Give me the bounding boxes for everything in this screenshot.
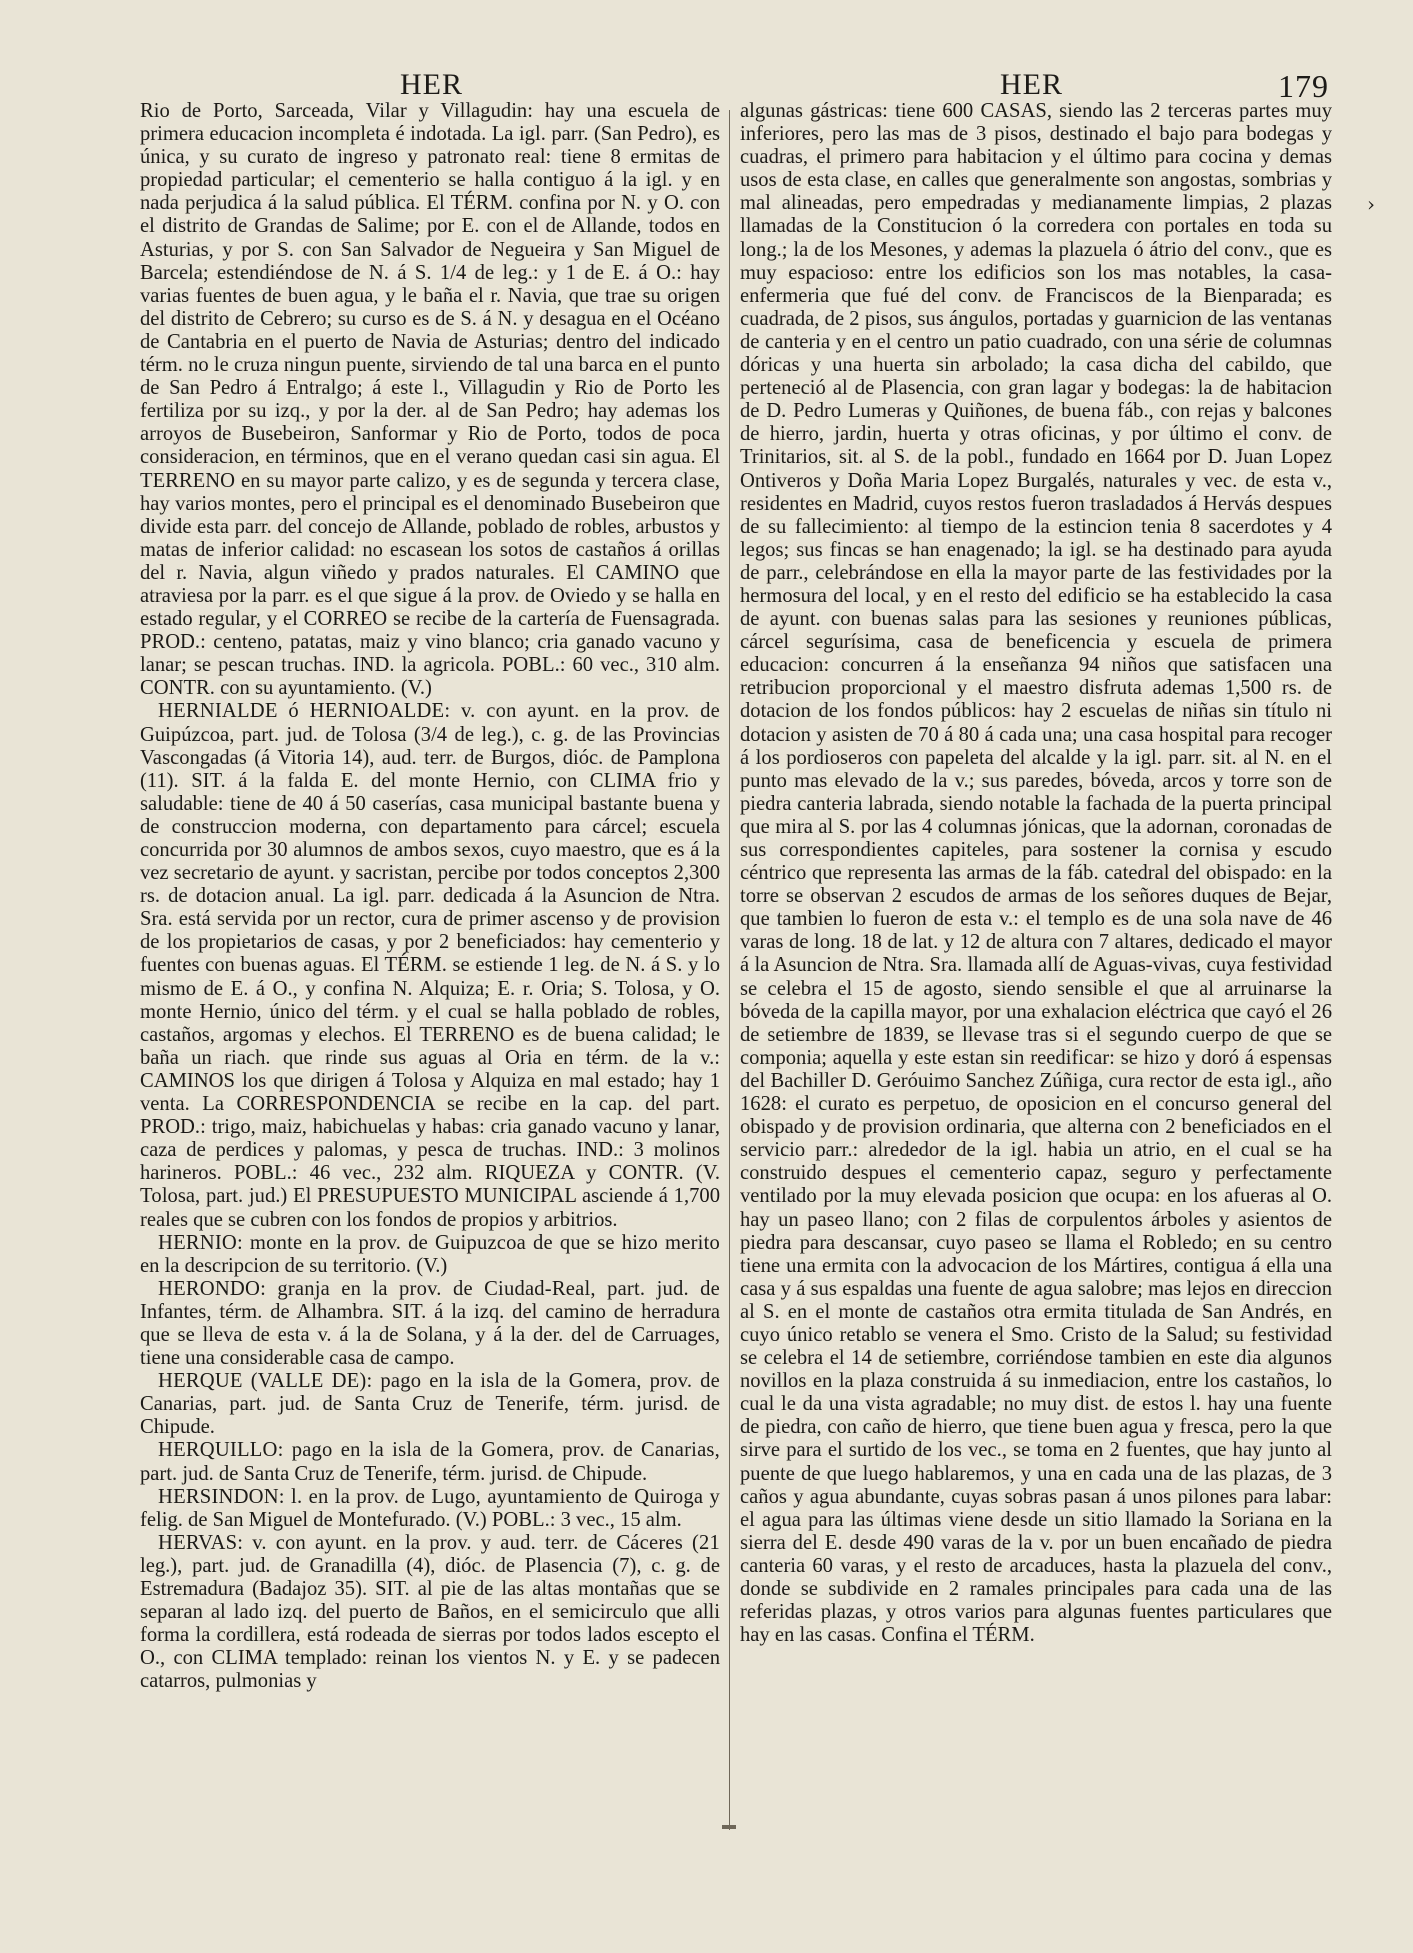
- entry-hervas-continued: algunas gástricas: tiene 600 CASAS, siendo las 2 terceras partes muy inferiores, pero las mas de 3 pisos, destinado el bajo para bodegas y cuadras, el primero para habitacion y el último para cocina y demas usos de esta clase, en calles que generalmente son angostas, sombrias y mal alineadas, pero empedradas y medianamente limpias, 2 plazas llamadas de la Constitucion ó la corredera con portales en toda su long.; la de los Mesones, y ademas la plazuela ó átrio del conv., que es muy espacioso: entre los edificios son los mas notables, la casa-enfermeria que fué del conv. de Franciscos de la Bienparada; es cuadrada, de 2 pisos, sus ángulos, portadas y guarnicion de las ventanas de canteria y en el centro un patio cuadrado, con una série de columnas dóricas y una huerta sin arbolado; la casa dicha del cabildo, que perteneció al de Plasencia, con gran lagar y bodegas: la de habitacion de D. Pedro Lumeras y Quiñones, de buena fáb., con rejas y balcones de hierro, jardin, huerta y otras oficinas, y por último el conv. de Trinitarios, sit. al S. de la pobl., fundado en 1664 por D. Juan Lopez Ontiveros y Doña Maria Lopez Burgalés, naturales y vec. de esta v., residentes en Madrid, cuyos restos fueron trasladados á Hervás despues de su fallecimiento: al tiempo de la estincion tenia 8 sacerdotes y 4 legos; sus fincas se han enagenado; la igl. se ha destinado para ayuda de parr., celebrándose en ella la mayor parte de las festividades por la hermosura del local, y en el resto del edificio se ha establecido la casa de ayunt. con buenas salas para las sesiones y reuniones públicas, cárcel segurísima, casa de beneficencia y escuela de primera educacion: concurren á la enseñanza 94 niños que satisfacen una retribucion proporcional y el maestro disfruta ademas 1,500 rs. de dotacion de los fondos públicos: hay 2 escuelas de niñas sin título ni dotacion y asisten de 70 á 80 á cada una; una casa hospital para recoger á los pordioseros con papeleta del alcalde y la igl. parr. sit. al N. en el punto mas elevado de la v.; sus paredes, bóveda, arcos y torre son de piedra canteria labrada, siendo notable la fachada de la puerta principal que mira al S. por las 4 columnas jónicas, que la adornan, coronadas de sus correspondientes capiteles, para sostener la cornisa y escudo céntrico que representa las armas de la fáb. catedral del obispado: en la torre se observan 2 escudos de armas de los señores duques de Bejar, que tambien lo fueron de esta v.: el templo es de una sola nave de 46 varas de long. 18 de lat. y 12 de altura con 7 altares, dedicado el mayor á la Asuncion de Ntra. Sra. llamada allí de Aguas-vivas, cuya festividad se celebra el 15 de agosto, siendo sensible el que al arruinarse la bóveda de la capilla mayor, por una exhalacion eléctrica que cayó el 26 de setiembre de 1839, se llevase tras si el segundo cuerpo de que se componia; aquella y este estan sin reedificar: se hizo y doró á espensas del Bachiller D. Geróuimo Sanchez Zúñiga, cura rector de esta igl., año 1628: el curato es perpetuo, de oposicion en el concurso general del obispado y de provision ordinaria, que alterna con 2 beneficiados en el servicio parr.: alrededor de la igl. habia un atrio, en el cual se ha construido despues el cementerio capaz, seguro y perfectamente ventilado por la muy elevada posicion que ocupa: en los afueras al O. hay un paseo llano; con 2 filas de corpulentos árboles y asientos de piedra para descansar, cuyo paseo se llama el Robledo; en su centro tiene una ermita con la advocacion de los Mártires, contigua á ella una casa y á sus espaldas una fuente de agua salobre; mas lejos en direccion al S. en el monte de castaños otra ermita titulada de San Andrés, en cuyo único retablo se venera el Smo. Cristo de la Salud; su festividad se celebra el 14 de setiembre, corriéndose tambien en este dia algunos novillos en la plaza construida á su inmediacion, entre los castaños, lo cual le da una vista agradable; no muy dist. de estos l. hay una fuente de piedra, con caño de hierro, que tiene buen agua y fresca, pero la que sirve para el surtido de los vec., se toma en 2 fuentes, que hay junto al puente de que luego hablaremos, y una en cada una de las plazas, de 3 caños y agua abundante, cuyas sobras pasan á unos pilones para labar: el agua para las últimas viene desde un sitio llamado la Soriana en la sierra del E. desde 490 varas de la v. por un buen encañado de piedra canteria 60 varas, y el resto de arcaduces, hasta la plazuela del conv., donde se subdivide en 2 ramales principales para cada una de las referidas plazas, y otros varios para algunas fuentes particulares que hay en las casas. Confina el TÉRM.: [740, 100, 1332, 1647]
- entry-hernialde: HERNIALDE ó HERNIOALDE: v. con ayunt. en la prov. de Guipúzcoa, part. jud. de Tolosa (3/4 de leg.), c. g. de las Provincias Vascongadas (á Vitoria 14), aud. terr. de Burgos, dióc. de Pamplona (11). SIT. á la falda E. del monte Hernio, con CLIMA frio y saludable: tiene de 40 á 50 caserías, casa municipal bastante buena y de construccion moderna, con departamento para cárcel; escuela concurrida por 30 alumnos de ambos sexos, cuyo maestro, que es á la vez secretario de ayunt. y sacristan, percibe por todos conceptos 2,300 rs. de dotacion anual. La igl. parr. dedicada á la Asuncion de Ntra. Sra. está servida por un rector, cura de primer ascenso y de provision de los propietarios de casas, y por 2 beneficiados: hay cementerio y fuentes con buenas aguas. El TÉRM. se estiende 1 leg. de N. á S. y lo mismo de E. á O., y confina N. Alquiza; E. r. Oria; S. Tolosa, y O. monte Hernio, único del térm. y el cual se halla poblado de robles, castaños, argomas y elechos. El TERRENO es de buena calidad; le baña un riach. que rinde sus aguas al Oria en térm. de la v.: CAMINOS los que dirigen á Tolosa y Alquiza en mal estado; hay 1 venta. La CORRESPONDENCIA se recibe en la cap. del part. PROD.: trigo, maiz, habichuelas y habas: cria ganado vacuno y lanar, caza de perdices y palomas, y pesca de truchas. IND.: 3 molinos harineros. POBL.: 46 vec., 232 alm. RIQUEZA y CONTR. (V. Tolosa, part. jud.) El PRESUPUESTO MUNICIPAL asciende á 1,700 reales que se cubren con los fondos de propios y arbitrios.: [140, 700, 720, 1231]
- left-running-head: HER: [400, 68, 463, 101]
- margin-mark: ›: [1367, 192, 1375, 216]
- entry-text: Rio de Porto, Sarceada, Vilar y Villagudin: hay una escuela de primera educacion incompleta é indotada. La igl. parr. (San Pedro), es única, y su curato de ingreso y patronato real: tiene 8 ermitas de propiedad particular; el cementerio se halla contiguo á la igl. y en nada perjudica á la salud pública. El TÉRM. confina por N. y O. con el distrito de Grandas de Salime; por E. con el de Allande, todos en Asturias, y por S. con San Salvador de Negueira y San Miguel de Barcela; estendiéndose de N. á S. 1/4 de leg.: y 1 de E. á O.: hay varias fuentes de buen agua, y le baña el r. Navia, que trae su origen del distrito de Cebrero; su curso es de S. á N. y desagua en el Océano de Cantabria en el puerto de Navia de Asturias; dentro del indicado térm. no le cruza ningun puente, sirviendo de tal una barca en el punto de San Pedro á Entralgo; á este l., Villagudin y Rio de Porto les fertiliza por su izq., y por la der. al de San Pedro; hay ademas los arroyos de Busebeiron, Sanformar y Rio de Porto, todos de poca consideracion, en términos, que en el verano quedan casi sin agua. El TERRENO en su mayor parte calizo, y es de segunda y tercera clase, hay varios montes, pero el principal es el denominado Busebeiron que divide esta parr. del concejo de Allande, poblado de robles, arbustos y matas de inferior calidad: no escasean los sotos de castaños á orillas del r. Navia, algun viñedo y prados naturales. El CAMINO que atraviesa por la parr. es el que sigue á la prov. de Oviedo y se halla en estado regular, y el CORREO se recibe de la cartería de Fuensagrada. PROD.: centeno, patatas, maiz y vino blanco; cria ganado vacuno y lanar; se pescan truchas. IND. la agricola. POBL.: 60 vec., 310 alm. CONTR. con su ayuntamiento. (V.): [140, 100, 720, 700]
- page-number: 179: [1278, 68, 1329, 104]
- right-column: [740, 100, 1332, 1930]
- right-running-head: HER: [1000, 68, 1063, 101]
- left-column: [140, 100, 720, 1930]
- entry-hersindon: HERSINDON: l. en la prov. de Lugo, ayuntamiento de Quiroga y felig. de San Miguel de Montefurado. (V.) POBL.: 3 vec., 15 alm.: [140, 1485, 720, 1531]
- entry-herque: HERQUE (VALLE DE): pago en la isla de la Gomera, prov. de Canarias, part. jud. de Santa Cruz de Tenerife, térm. jurisd. de Chipude.: [140, 1370, 720, 1439]
- column-divider: [729, 110, 730, 1830]
- column-divider-foot: [722, 1825, 736, 1829]
- entry-herondo: HERONDO: granja en la prov. de Ciudad-Real, part. jud. de Infantes, térm. de Alhambra. SIT. á la izq. del camino de herradura que se lleva de esta v. á la de Solana, y á la der. del de Carruages, tiene una considerable casa de campo.: [140, 1277, 720, 1370]
- entry-herquillo: HERQUILLO: pago en la isla de la Gomera, prov. de Canarias, part. jud. de Santa Cruz de Tenerife, térm. jurisd. de Chipude.: [140, 1439, 720, 1485]
- entry-hernio: HERNIO: monte en la prov. de Guipuzcoa de que se hizo merito en la descripcion de su territorio. (V.): [140, 1231, 720, 1277]
- entry-hervas: HERVAS: v. con ayunt. en la prov. y aud. terr. de Cáceres (21 leg.), part. jud. de Granadilla (4), dióc. de Plasencia (7), c. g. de Estremadura (Badajoz 35). SIT. al pie de las altas montañas que se separan al lado izq. del puerto de Baños, en el semicirculo que alli forma la cordillera, está rodeada de sierras por todos lados escepto el O., con CLIMA templado: reinan los vientos N. y E. y se padecen catarros, pulmonias y: [140, 1531, 720, 1693]
